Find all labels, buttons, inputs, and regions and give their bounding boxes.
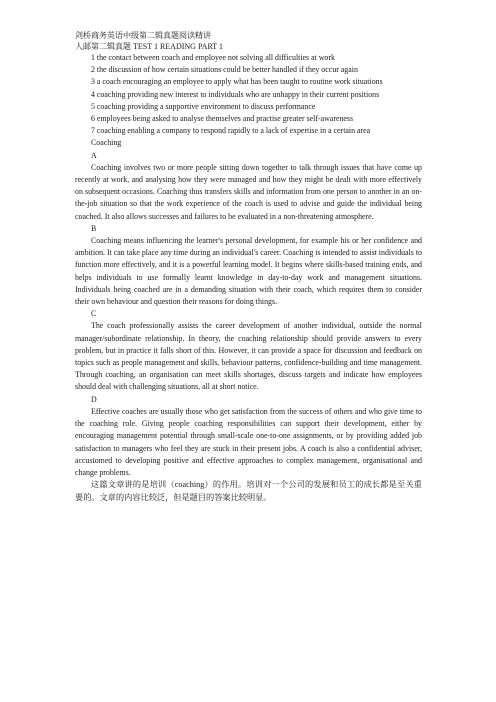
option-item: 6 employees being asked to analyse themselves and practise greater self-awareness [91, 114, 354, 124]
option-item: 1 the contact between coach and employee not solving all difficulties at work [91, 53, 335, 62]
document-title: 剑桥商务英语中级第二辑真题阅读精讲 [75, 31, 211, 40]
section-letter: A [91, 150, 97, 160]
option-item: 7 coaching enabling a company to respond rapidly to a lack of expertise in a certain area [91, 126, 371, 136]
document-subtitle: 人邮第二辑真题 TEST 1 READING PART 1 [75, 42, 224, 51]
section-text: Coaching means influencing the learner's personal development, for example his or her confidence and ambition. It can take place any time during an individual's career. Coaching is intended to assist individuals to function more effectively, and it is a powerful learning model. It begins where skills-based training ends, and helps individuals to use formally learnt knowledge in day-to-day work and management situations. Individuals being coached are in a demanding situation with their coach, which requires them to consider their own behaviour and question their reasons for doing things. [75, 236, 422, 307]
section-title: Coaching [91, 138, 122, 148]
option-item: 2 the discussion of how certain situations could be better handled if they occur again [91, 65, 358, 75]
chinese-note: 这篇文章讲的是培训（coaching）的作用。培训对一个公司的发展和员工的成长都是至关重要的。文章的内容比较泛，但是题目的答案比较明显。 [75, 480, 422, 502]
section-letter: C [91, 309, 97, 319]
options-list [75, 52, 422, 137]
section-text: Coaching involves two or more people sitting down together to talk through issues that have come up recently at work, and analysing how they were managed and how they might be dealt with more effectively on subsequent occasions. Coaching thus transfers skills and information from one person to another in an on-the-job situation so that the work experience of the coach is used to advise and guide the individual being coached. It also allows successes and failures to be evaluated in a non-threatening atmosphere. [75, 162, 422, 221]
section-letter: D [91, 394, 97, 404]
option-item: 4 coaching providing new interest to individuals who are unhappy in their current positions [91, 89, 380, 99]
option-item: 3 a coach encouraging an employee to apply what has been taught to routine work situations [91, 77, 383, 87]
option-item: 5 coaching providing a supportive environment to discuss performance [91, 101, 316, 111]
section-letter: B [91, 223, 97, 233]
section-text: Effective coaches are usually those who get satisfaction from the success of others and who give time to the coaching role. Giving people coaching responsibilities can support their development, either by encouraging management potential through small-scale one-to-one assignments, or by providing added job satisfaction to managers who feel they are stuck in their present jobs. A coach is also a confidential adviser, accustomed to developing positive and effective approaches to complex management, organisational and change problems. [75, 406, 422, 477]
section-text: The coach professionally assists the career development of another individual, outside the normal manager/subordinate relationship. In theory, the coaching relationship should provide answers to every problem, but in practice it falls short of this. However, it can provide a space for discussion and feedback on topics such as people management and skills, behaviour patterns, confidence-building and time management. Through coaching, an organisation can meet skills shortages, discuss targets and indicate how employees should deal with challenging situations, all at short notice. [75, 321, 422, 392]
